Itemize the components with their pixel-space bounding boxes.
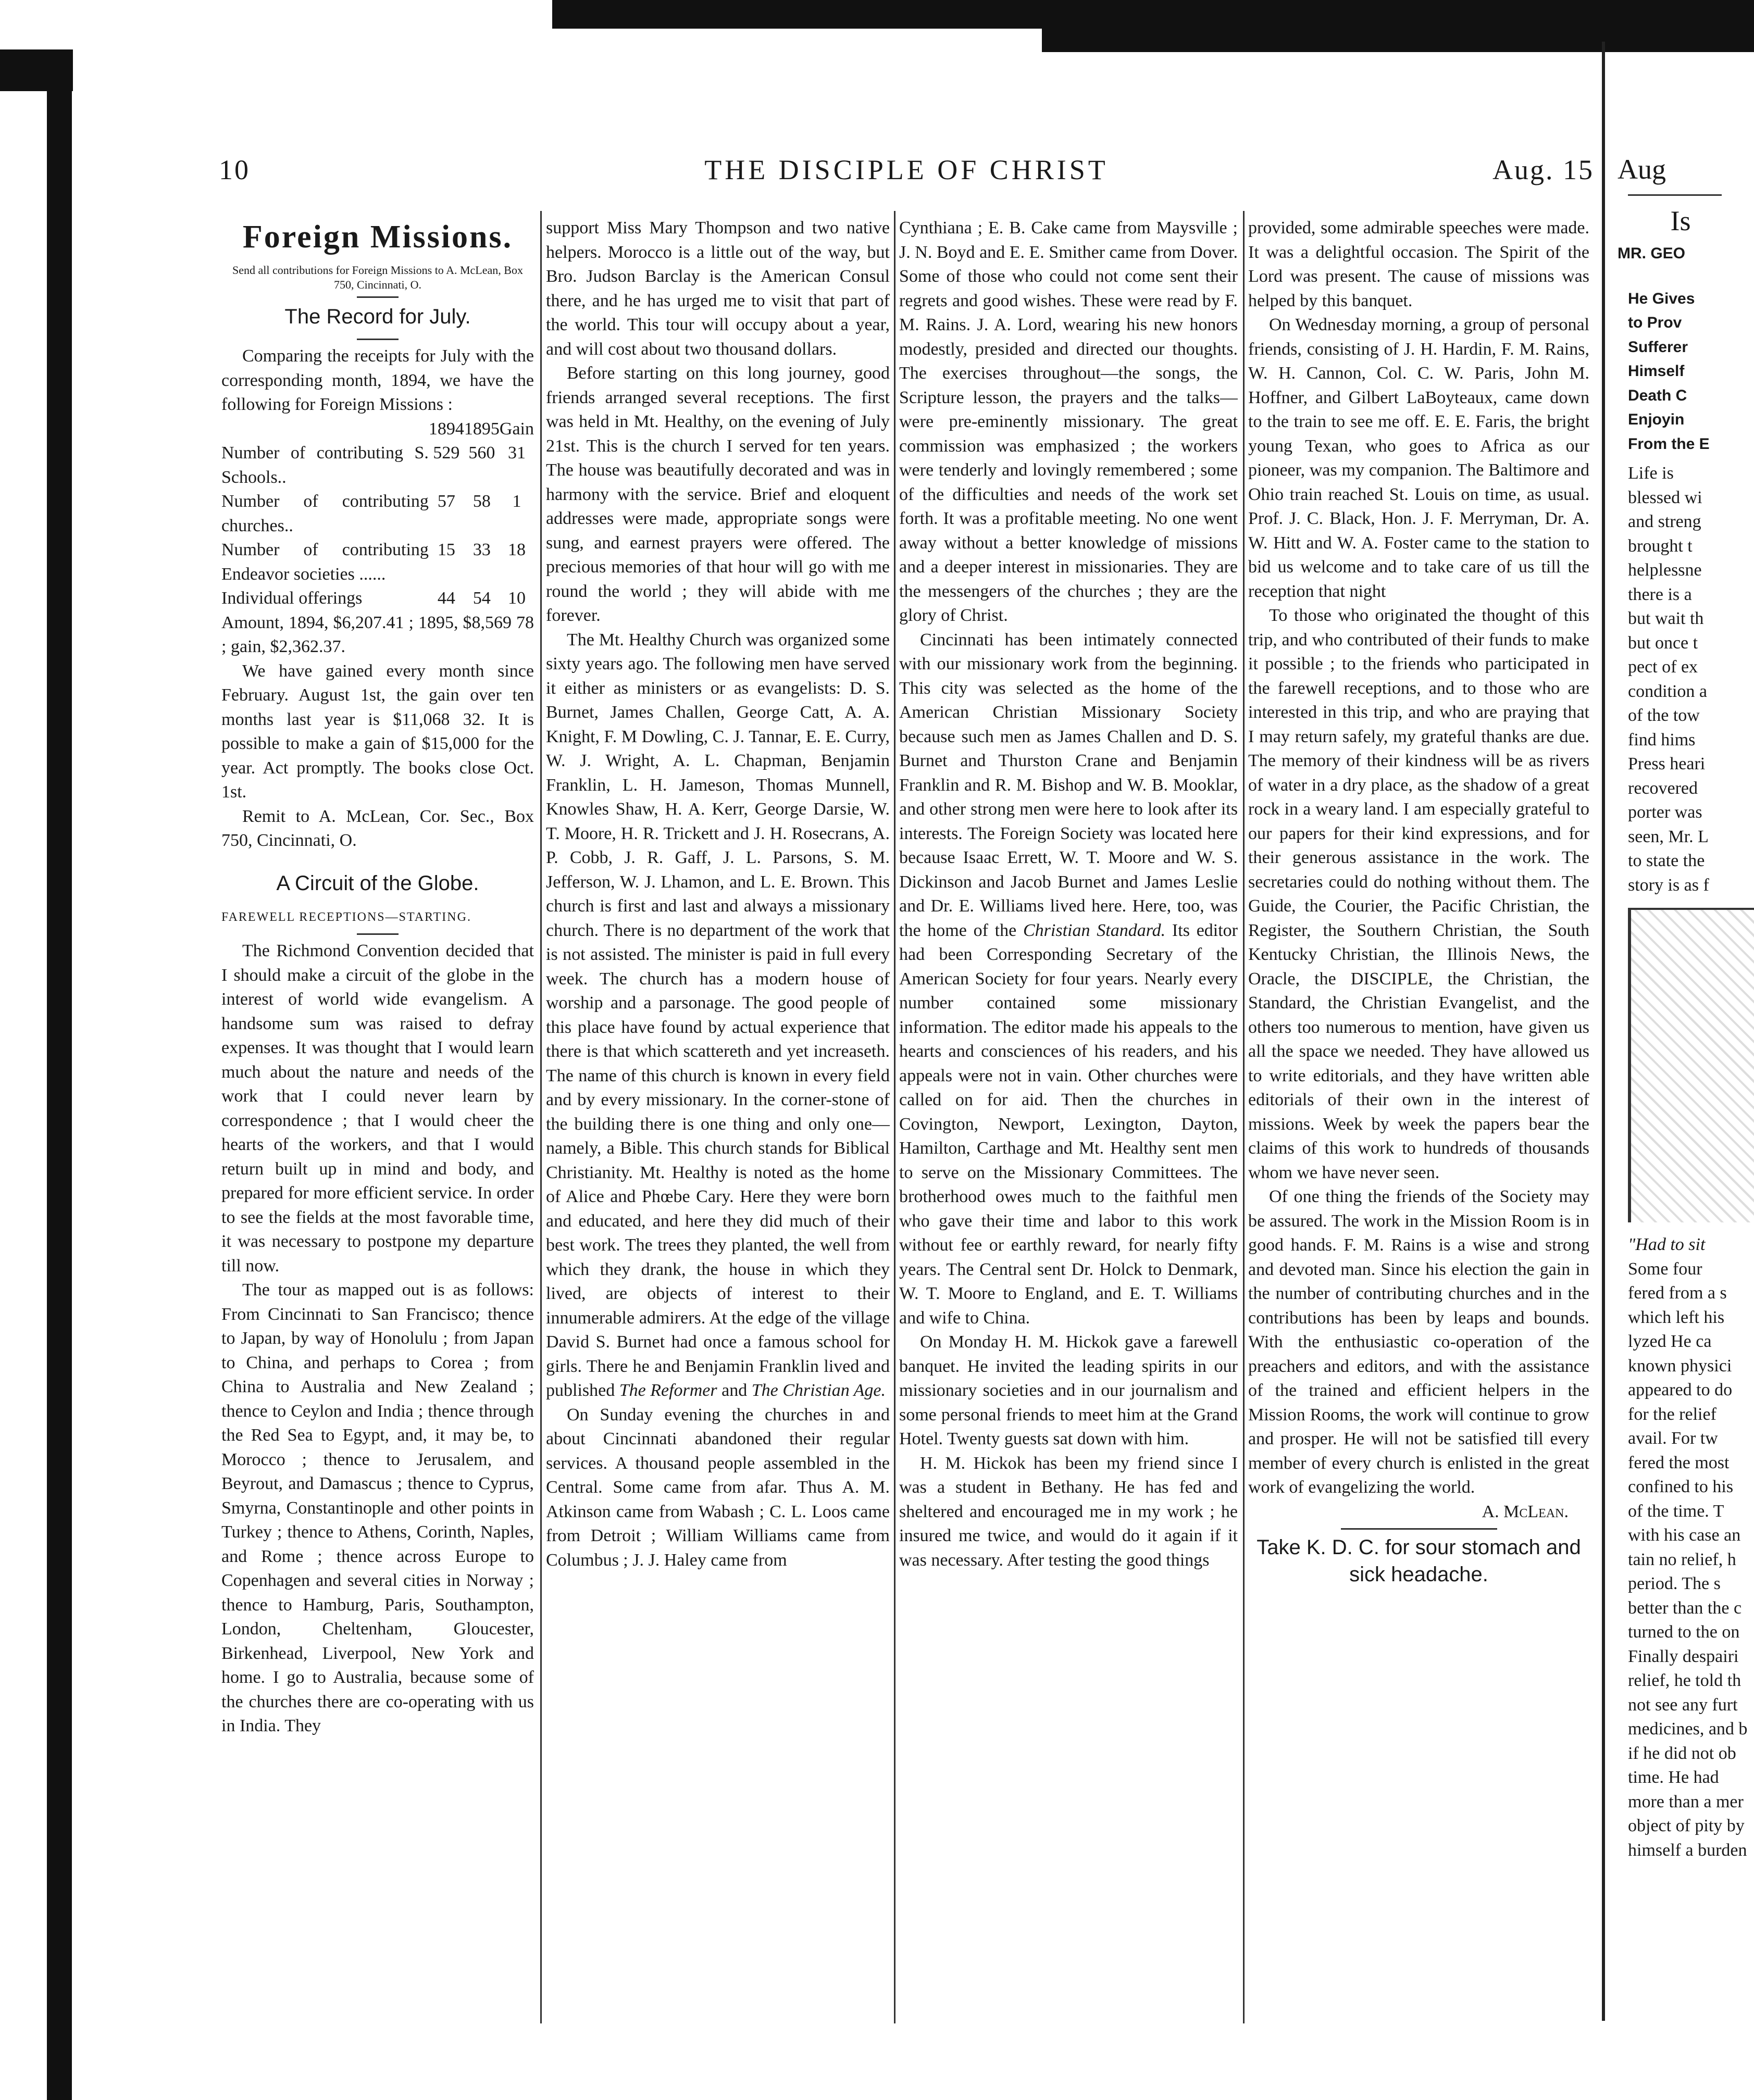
text-line: for the relief [1628,1404,1716,1424]
periodical-title: The Reformer [619,1381,717,1400]
text-line: Life is [1628,464,1674,483]
paragraph-text: Its editor had been Corresponding Secretary of the American Society for four years. Nearly every number contained some missionary information. The editor made his appeals to the hearts and consciences of his readers, and his appeals were not in vain. Other churches were called on for aid. Then the churches in Covington, Newport, Lexington, Dayton, Hamilton, Carthage and Mt. Healthy sent men to serve on the Missionary Committees. The brotherhood owes much to the faithful men who gave their time and labor to this work without fee or earthly reward, for nearly fifty years. The Central sent Dr. Holck to Denmark, W. T. Moore to England, and E. T. Williams and wife to China. [899,920,1238,1328]
page-number: 10 [219,154,250,185]
text-line: brought t [1628,536,1693,556]
scan-border-left [47,57,72,2100]
column-rule [1243,211,1245,2023]
periodical-title: The Christian Age. [751,1381,886,1400]
illustration-caption: "Had to sit [1628,1235,1706,1254]
newspaper-title: THE DISCIPLE OF CHRIST [704,154,1109,185]
paragraph: We have gained every month since February. August 1st, the gain over ten months last year is $11,068 32. It is possible to make a gain of $15,000 for the year. Act promptly. The books close Oct. 1st. [221,661,534,802]
text-line: of the time. T [1628,1501,1724,1521]
table-row [221,490,534,538]
next-page-subhead [1607,287,1754,457]
text-line: time. He had [1628,1768,1719,1787]
scan-border-top [552,0,1754,29]
text-line: helplessne [1628,560,1702,580]
table-row [221,538,534,586]
text-line: Some four [1628,1259,1702,1279]
divider [1628,194,1722,196]
text-line: Sufferer [1628,338,1688,356]
paragraph [546,628,890,1403]
table-header-row [221,417,534,442]
text-line: known physici [1628,1356,1732,1376]
paragraph: Comparing the receipts for July with the corresponding month, 1894, we have the following for Foreign Missions : [221,346,534,414]
text-line: and streng [1628,512,1701,531]
paragraph-text: To those who originated the thought of this trip, and who contributed of their funds to make it possible ; to the friends who participated in the farewell receptions, and to those who are interested in this trip, and who are praying that I may return safely, my grateful thanks are due. The memory of their kindness will be as rivers of water in a dry place, as the shadow of a great rock in a weary land. I am especially grateful to our papers for their kind expressions, and for their generous assistance in the work. The secretaries could do nothing without them. The [1248,606,1589,892]
receipts-table [221,417,534,611]
text-line: which left his [1628,1307,1725,1327]
cell: 44 [437,589,455,608]
cell: 31 [507,443,526,463]
divider [1341,1528,1497,1530]
section-title-record: The Record for July. [284,305,471,328]
paragraph: Before starting on this long journey, good friends arranged several receptions. The first was held in Mt. Healthy, on the evening of July 21st. This is the church I served for ten years. The house was beautifully decorated and was in harmony with the service. Brief and eloquent addresses were made, appropriate songs were sung, and earnest prayers were offered. The precious memories of that hour will go with me round the world ; they will abide with me forever. [546,364,890,625]
text-line: to Prov [1628,314,1682,331]
page-fold-rule [1602,42,1605,2021]
paragraph [899,628,1238,1331]
text-line: He Gives [1628,290,1695,307]
column-3 [899,216,1238,2023]
text-line: fered from a s [1628,1283,1727,1303]
cell: 18 [507,540,526,559]
paragraph: The tour as mapped out is as follows: From Cincinnati to San Francisco; thence to Japan, by way of Honolulu ; from Japan to China, and perhaps to Corea ; from China to Australia and New Zealand ; thence to Ceylon and India ; thence through the Red Sea to Egypt, and, it may be, to Morocco ; thence to Jerusalem, and Beyrout, and Damascus ; thence to Cyprus, Smyrna, Constantinople and other points in Turkey ; thence to Athens, Corinth, Naples, and Rome ; thence across Europe to Copenhagen and several cities in Norway ; thence to Hamburg, Paris, Southampton, London, Cheltenham, Gloucester, Birkenhead, Liverpool, New York and home. I go to Australia, because some of the churches there are co-operating with us in India. They [221,1280,534,1735]
text-line: Enjoyin [1628,411,1685,428]
paragraph-text: The Mt. Healthy Church was organized some sixty years ago. The following men have served it either as ministers or as evangelists: D. S. Burnet, James Challen, George Catt, A. A. Knight, F. M Dowling, C. J. Tannar, E. E. Curry, W. J. Wright, A. L. Chapman, Benjamin Franklin, L. H. Jameson, Thomas Munnell, Knowles Shaw, H. A. Kerr, George Darsie, W. T. Moore, H. R. Trickett and J. H. Rosecrans, A. P. Cobb, J. R. Gaff, J. L. Parsons, S. M. Jefferson, W. J. Lhamon, and L. E. Brown. This church is first and last and always a missionary church. There is no department of the work that is not assisted. The minister is paid in full every week. The church has a modern house of worship and a parsonage. The good people of this place have found by actual experience that there is that which scattereth and yet increaseth. The name of this church is known in every field and by every missionary. In the corner-stone of the building there is one thing and only one—namely, a Bible. This church stands for Biblical Christianity. Mt. Healthy is noted as the home of Alice and Phœbe Cary. Here they were born and educated, and here they did much of their best work. The trees they planted, the well from which they drank, the house in which they lived, are objects of interest to their innumerable admirers. At the edge of the village David S. Burnet had once a famous school for girls. There he and Benjamin Franklin lived and published [546,630,890,1400]
amount-line: Amount, 1894, $6,207.41 ; 1895, $8,569 78 ; gain, $2,362.37. [221,612,534,656]
text-line: medicines, and b [1628,1719,1748,1739]
text-line: avail. For tw [1628,1429,1718,1448]
cell: 58 [472,492,491,511]
column-4 [1248,216,1589,2023]
signature: A. McLean. [1482,1502,1569,1521]
section-subtitle: FAREWELL RECEPTIONS—STARTING. [221,910,471,924]
text-line: but once t [1628,633,1698,653]
paragraph [1248,604,1589,1185]
illustration [1628,908,1754,1222]
page-header [219,148,1594,190]
cell: 529 [433,443,460,463]
text-line: more than a mer [1628,1792,1744,1811]
column-1 [221,216,534,2023]
text-line: relief, he told th [1628,1671,1741,1690]
department-heading: Foreign Missions. [242,219,513,255]
paragraph-text: Cincinnati has been intimately connected with our missionary work from the beginning. This city was selected as the home of the American Christian Missionary Society because such men as James Challen and D. S. Burnet and Thurston Crane and Benjamin Franklin and R. M. Bishop and W. B. Mooklar, and other strong men were here to look after its interests. The Foreign Society was located here because Isaac Errett, W. T. Moore and W. S. Dickinson and Jacob Burnet and James Leslie and Dr. E. Williams lived here. Here, too, was the home of the [899,630,1238,940]
column-2 [546,216,890,2023]
divider [357,296,399,298]
text-line: turned to the on [1628,1622,1740,1642]
text-line: with his case an [1628,1526,1741,1545]
text-line: fered the most [1628,1453,1730,1472]
text-line: Press heari [1628,754,1706,773]
paragraph: The Richmond Convention decided that I should make a circuit of the globe in the interest of world wide evangelism. A handsome sum was raised to defray expenses. It was thought that I would learn much about the nature and needs of the work that I could never learn by correspondence ; that I would cheer the hearts of the workers, and that I would return built up in mind and body, and prepared for more efficient service. In order to see the fields at the most favorable time, it was necessary to postpone my departure till now. [221,941,534,1276]
text-line: himself a burden [1628,1840,1747,1860]
next-page-text [1607,461,1754,897]
cell: 1 [512,492,521,511]
text-line: porter was [1628,803,1702,822]
text-line: From the E [1628,435,1710,453]
text-line: pect of ex [1628,657,1698,677]
paragraph: On Monday H. M. Hickok gave a farewell banquet. He invited the leading spirits in our missionary societies and in our journalism and some personal friends to meet him at the Grand Hotel. Twenty guests sat down with him. [899,1332,1238,1448]
section-title-circuit: A Circuit of the Globe. [276,871,479,895]
cell: 560 [468,443,495,463]
text-line: Death C [1628,386,1687,404]
paragraph: support Miss Mary Thompson and two native helpers. Morocco is a little out of the way, but Bro. Judson Barclay is the American Consul there, and he has urged me to visit that part of the world. This tour will occupy about a year, and will cost about two thousand dollars. [546,218,890,359]
cell: 33 [472,540,491,559]
next-page-heading: Is [1670,205,1691,236]
text-line: tain no relief, h [1628,1549,1736,1569]
issue-date: Aug. 15 [1492,154,1594,185]
paragraph: On Wednesday morning, a group of personal friends, consisting of J. H. Hardin, F. M. Rains, W. H. Cannon, Col. C. W. Paris, John M. Hoffner, and Gilbert LaBoyteaux, came down to the train to see me off. E. E. Faris, the bright young Texan, who goes to Africa as our pioneer, was my companion. The Baltimore and Ohio train reached St. Louis on time, as usual. Prof. J. C. Black, Hon. J. F. Merryman, Dr. A. W. Hitt and W. A. Foster came to the station to bid us welcome and to take care of us till the reception that night [1248,315,1589,601]
text-line: recovered [1628,778,1698,798]
text-line: confined to his [1628,1477,1734,1496]
table-row [221,586,534,611]
cell: 10 [507,589,526,608]
divider [357,339,399,340]
column-rule [540,211,542,2023]
text-line: object of pity by [1628,1816,1745,1835]
text-line: Himself [1628,362,1685,380]
paragraph-text: Guide, the Courier, the Pacific Christian, the Register, the Southern Christian, the South Kentucky Christian, the Illinois News, the Oracle, the DISCIPLE, the Christian, the Standard, the Christian Evangelist, and the others too numerous to mention, have given us all the space we needed. They have allowed us to write editorials, and they have written able editorials of their own in the interest of missions. Week by week the papers bear the claims of this work to hundreds of thousands whom we have never seen. [1248,896,1589,1182]
paragraph: H. M. Hickok has been my friend since I was a student in Bethany. He has fed and sheltered and encouraged me in my work ; he insured me twice, and would do it again if it was necessary. After testing the good things [899,1453,1238,1570]
row-label: Number of contributing churches.. [221,492,429,535]
next-page-date: Aug [1618,154,1666,185]
text-line: if he did not ob [1628,1743,1736,1763]
contribution-note: Send all contributions for Foreign Missions to A. McLean, Box 750, Cincinnati, O. [232,264,523,291]
row-label: Number of contributing S. Schools.. [221,443,429,487]
text-line: of the tow [1628,706,1700,725]
next-page-byline: MR. GEO [1618,245,1686,262]
text-line: appeared to do [1628,1380,1733,1399]
periodical-title: Christian Standard. [1023,920,1166,940]
divider [357,933,399,935]
row-label: Individual offerings [221,589,363,608]
next-page-text [1607,1257,1754,1863]
column-header: 1895 [464,419,500,439]
text-line: period. The s [1628,1574,1721,1593]
paragraph: On Sunday evening the churches in and about Cincinnati abandoned their regular services. A thousand people assembled in the Central. Some came from afar. Thus A. M. Atkinson came from Wabash ; C. L. Loos came from Detroit ; William Williams came from Columbus ; J. J. Haley came from [546,1405,890,1570]
paragraph: Remit to A. McLean, Cor. Sec., Box 750, Cincinnati, O. [221,806,534,850]
next-page-fragment [1607,148,1754,2034]
text-line: Finally despairi [1628,1646,1739,1666]
cell: 54 [472,589,491,608]
text-line: lyzed He ca [1628,1332,1712,1351]
paragraph: Of one thing the friends of the Society may be assured. The work in the Mission Room is in good hands. F. M. Rains is a wise and strong and devoted man. Since his election the gain in the number of contributing churches and in the contributions has been by leaps and bounds. With the enthusiastic co-operation of the preachers and editors, and with the assistance of the trained and efficient helpers in the Mission Rooms, the work will continue to grow and prosper. He will not be satisfied till every member of every church is enlisted in the great work of evangelizing the world. [1248,1187,1589,1497]
advertisement: Take K. D. C. for sour stomach and sick headache. [1257,1536,1581,1586]
scan-border-top-right [1042,29,1754,52]
table-row [221,441,534,490]
cell: 57 [437,492,455,511]
column-rule [894,211,895,2023]
text-line: blessed wi [1628,488,1702,507]
text-line: there is a [1628,584,1692,604]
text-line: condition a [1628,681,1708,701]
row-label: Number of contributing Endeavor societies ...... [221,540,429,584]
paragraph: provided, some admirable speeches were made. It was a delightful occasion. The Spirit of the Lord was present. The cause of missions was helped by this banquet. [1248,218,1589,310]
text-line: story is as f [1628,875,1709,895]
column-header: 1894 [428,419,464,439]
column-header: Gain [499,419,534,439]
text-line: seen, Mr. L [1628,827,1709,846]
conjunction: and [717,1381,752,1400]
text-line: better than the c [1628,1598,1742,1618]
paragraph: Cynthiana ; E. B. Cake came from Maysville ; J. N. Boyd and E. E. Smither came from Dover. Some of those who could not come sent their regrets and good wishes. These were read by F. M. Rains. J. A. Lord, wearing his new honors modestly, presided and directed our thoughts. The exercises throughout—the songs, the Scripture lesson, the prayers and the talks—were pre-eminently missionary. The great commission was emphasized ; the workers were tenderly and lovingly remembered ; some of the difficulties and needs of the work set forth. It was a profitable meeting. No one went away without a better knowledge of missions and a deeper interest in missionaries. They are the messengers of the churches ; they are the glory of Christ. [899,218,1238,625]
text-line: to state the [1628,851,1705,870]
text-line: not see any furt [1628,1695,1738,1715]
cell: 15 [437,540,455,559]
text-line: find hims [1628,730,1696,749]
text-line: but wait th [1628,609,1704,628]
